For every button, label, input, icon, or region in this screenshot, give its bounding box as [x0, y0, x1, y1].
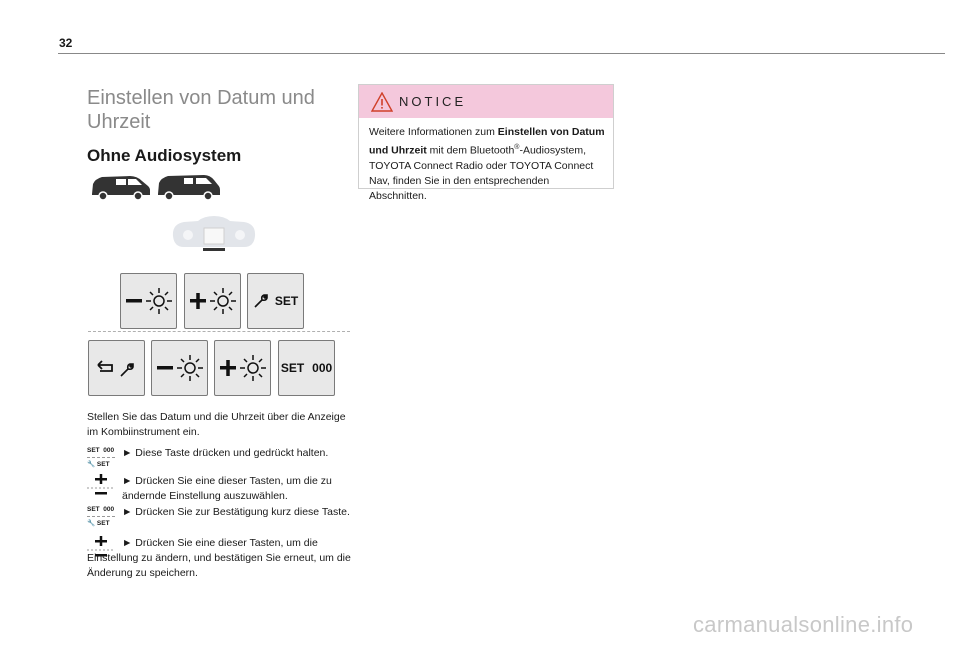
van-icons: [90, 172, 220, 202]
step-2: ► Drücken Sie eine dieser Tasten, um die zu ändernde Einstellung auszuwählen.: [122, 475, 332, 502]
wrench-set-button[interactable]: [247, 273, 304, 329]
step2-icons: [87, 474, 115, 503]
mini-set-label: SET: [96, 461, 110, 468]
set-label: SET: [280, 361, 305, 375]
brightness-down-button[interactable]: [120, 273, 177, 329]
notice-header: [359, 85, 613, 118]
step1-icons: [87, 446, 115, 469]
minus-brightness-icon: [124, 286, 174, 316]
van-long-icon: [158, 175, 220, 200]
step3-icons: [87, 505, 115, 528]
set-000-button[interactable]: [278, 340, 335, 396]
mini-wrench-icon: 🔧: [87, 520, 96, 527]
step-1: ► Diese Taste drücken und gedrückt halten.: [122, 447, 329, 459]
mini-plus-minus-icon: [87, 474, 115, 498]
wrench-icon: [253, 293, 269, 309]
page-number: 32: [59, 36, 73, 50]
section-title: Einstellen von Datum und Uhrzeit: [87, 87, 315, 133]
mini-set-label: SET: [87, 447, 100, 454]
plus-brightness-icon: [218, 353, 268, 383]
set-label: SET: [274, 294, 299, 308]
warning-triangle-icon: [371, 92, 393, 112]
mini-set-label: SET: [87, 506, 100, 513]
return-wrench-icon: [95, 358, 139, 378]
step-4: ► Drücken Sie eine dieser Tasten, um die Einstellung zu ändern, und bestätigen Sie erneut, um die Änderung zu speichern.: [87, 537, 351, 579]
step-3: ► Drücken Sie zur Bestätigung kurz diese Taste.: [122, 506, 350, 518]
watermark: carmanualsonline.info: [693, 612, 914, 637]
notice-box: [358, 84, 614, 202]
vehicle-icons: [90, 172, 220, 207]
notice-text: Weitere Informationen zum Einstellen von Datum und Uhrzeit mit dem Bluetooth®-Audiosystem, TOYOTA Connect Radio oder TOYOTA Connect Nav, finden Sie in den entsprechenden Abschnitten.: [369, 126, 605, 202]
back-wrench-button[interactable]: [88, 340, 145, 396]
instrument-cluster-icon: [170, 214, 258, 259]
value-up-button[interactable]: [214, 340, 271, 396]
notice-label: NOTICE: [399, 94, 467, 109]
intro-paragraph: Stellen Sie das Datum und die Uhrzeit über die Anzeige im Kombiinstrument ein.: [87, 411, 346, 438]
mini-wrench-icon: 🔧: [87, 461, 96, 468]
mini-zeros-label: 000: [103, 447, 115, 454]
mini-set-label: SET: [96, 520, 110, 527]
mini-zeros-label: 000: [103, 506, 115, 513]
zeros-label: 000: [312, 361, 333, 375]
van-short-icon: [92, 176, 150, 200]
brightness-up-button[interactable]: [184, 273, 241, 329]
minus-brightness-icon: [155, 353, 205, 383]
value-down-button[interactable]: [151, 340, 208, 396]
subsection-title: Ohne Audiosystem: [87, 146, 242, 165]
top-rule: [58, 53, 945, 54]
plus-brightness-icon: [188, 286, 238, 316]
dashed-divider: [88, 331, 350, 332]
